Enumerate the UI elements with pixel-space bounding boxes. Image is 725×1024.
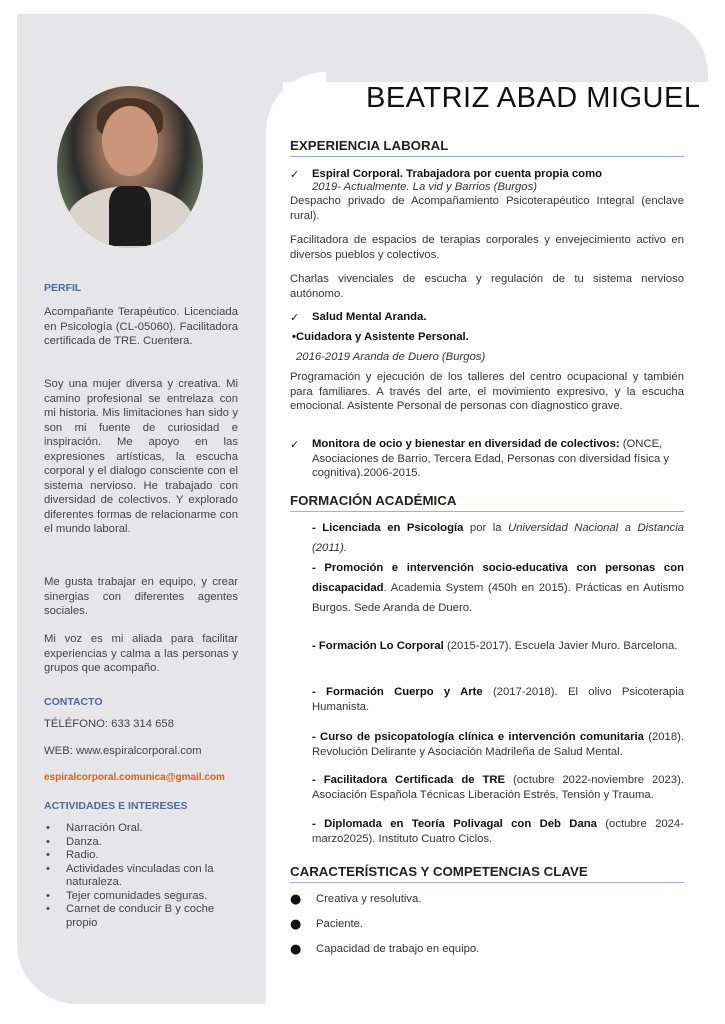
- actividades-list: [44, 822, 244, 930]
- job3-desc: Monitora de ocio y bienestar en diversidad de colectivos: (ONCE, Asociaciones de Barrio, Tercera Edad, Personas con diversidad física y cognitiva).2006-2015.: [312, 438, 670, 479]
- list-item: • Narración Oral.: [44, 822, 244, 836]
- actividades-heading: ACTIVIDADES E INTERESES: [44, 800, 188, 812]
- formacion-item-2: - Promoción e intervención socio-educativa con personas con discapacidad. Academia System (450h en 2015). Prácticas en Autismo Burgos. Sede Aranda de Duero.: [312, 562, 684, 614]
- job1-desc-2: Facilitadora de espacios de terapias corporales y envejecimiento activo en diversos pueblos y colectivos.: [290, 234, 684, 261]
- page-title: BEATRIZ ABAD MIGUEL: [366, 82, 701, 114]
- list-item: • Radio.: [44, 849, 244, 863]
- perfil-text-3: Me gusta trabajar en equipo, y crear sinergias con diferentes agentes sociales.: [44, 576, 238, 617]
- job1-date: 2019- Actualmente. La vid y Barrios (Burgos): [312, 181, 537, 193]
- formacion-item-6: - Facilitadora Certificada de TRE (octubre 2022-noviembre 2023). Asociación Española Técnicas Liberación Estrés, Tensión y Trauma.: [312, 774, 684, 801]
- header-background: [266, 14, 708, 82]
- perfil-text-4: Mi voz es mi aliada para facilitar experiencias y calma a las personas y grupos que acompaño.: [44, 633, 238, 674]
- perfil-text-2: Soy una mujer diversa y creativa. Mi camino profesional se entrelaza con mi historia. Mis limitaciones han sido y son mi fuente de curiosidad e inspiración. Me apoyo en las expresiones artísticas, la escucha corporal y el dialogo consciente con el sistema nervioso. He trabajado con diversidad de colectivos. Y explorado diferentes formas de relacionarme con el mundo laboral.: [44, 378, 238, 535]
- job2-date: 2016-2019 Aranda de Duero (Burgos): [296, 351, 486, 363]
- email-link[interactable]: espiralcorporal.comunica@gmail.com: [44, 772, 225, 783]
- formacion-item-5: - Curso de psicopatología clínica e intervención comunitaria (2018). Revolución Delirante y Asociación Madrileña de Salud Mental.: [312, 731, 684, 758]
- phone-text: TÉLÉFONO: 633 314 658: [44, 718, 174, 730]
- check-icon: ✓: [290, 438, 300, 451]
- check-icon: ✓: [290, 168, 300, 181]
- check-icon: ✓: [290, 311, 300, 324]
- formacion-item-4: - Formación Cuerpo y Arte (2017-2018). El olivo Psicoterapia Humanista.: [312, 686, 684, 713]
- job1-desc-1: Despacho privado de Acompañamiento Psicoterapéutico Integral (enclave rural).: [290, 195, 684, 222]
- contacto-heading: CONTACTO: [44, 696, 103, 708]
- job1-desc-3: Charlas vivenciales de escucha y regulación de tu sistema nervioso autónomo.: [290, 273, 684, 300]
- list-item: • Carnet de conducir B y coche propio: [44, 903, 244, 930]
- job2-subtitle: •Cuidadora y Asistente Personal.: [292, 331, 469, 343]
- bullet-icon: ●: [290, 942, 302, 957]
- perfil-heading: PERFIL: [44, 282, 82, 294]
- formacion-item-7: - Diplomada en Teoría Polivagal con Deb Dana (octubre 2024-marzo2025). Instituto Cuatro Ciclos.: [312, 818, 684, 845]
- job1-title: Espiral Corporal. Trabajadora por cuenta propia como: [312, 168, 603, 180]
- formacion-item-1: - Licenciada en Psicología por la Universidad Nacional a Distancia (2011).: [312, 522, 684, 554]
- list-item: Capacidad de trabajo en equipo.: [316, 943, 480, 955]
- list-item: Creativa y resolutiva.: [316, 893, 422, 905]
- competencias-heading: CARACTERÍSTICAS Y COMPETENCIAS CLAVE: [290, 864, 684, 883]
- job2-desc: Programación y ejecución de los talleres del centro ocupacional y también para familiares. A través del arte, el movimiento expresivo, y la escucha emocional. Asistente Personal de personas con diagnostico grave.: [290, 371, 684, 412]
- formacion-heading: FORMACIÓN ACADÉMICA: [290, 493, 684, 512]
- bullet-icon: ●: [290, 892, 302, 907]
- bullet-icon: ●: [290, 917, 302, 932]
- experiencia-heading: EXPERIENCIA LABORAL: [290, 138, 684, 157]
- list-item: • Tejer comunidades seguras.: [44, 890, 244, 904]
- list-item: • Danza.: [44, 836, 244, 850]
- web-link[interactable]: WEB: www.espiralcorporal.com: [44, 745, 202, 757]
- formacion-item-3: - Formación Lo Corporal (2015-2017). Escuela Javier Muro. Barcelona.: [312, 640, 678, 652]
- job2-title: Salud Mental Aranda.: [312, 311, 427, 323]
- perfil-text-1: Acompañante Terapéutico. Licenciada en Psicología (CL-05060). Facilitadora certificada de TRE. Cuentera.: [44, 306, 238, 347]
- list-item: • Actividades vinculadas con la naturaleza.: [44, 863, 244, 890]
- profile-photo: [57, 86, 203, 248]
- list-item: Paciente.: [316, 918, 364, 930]
